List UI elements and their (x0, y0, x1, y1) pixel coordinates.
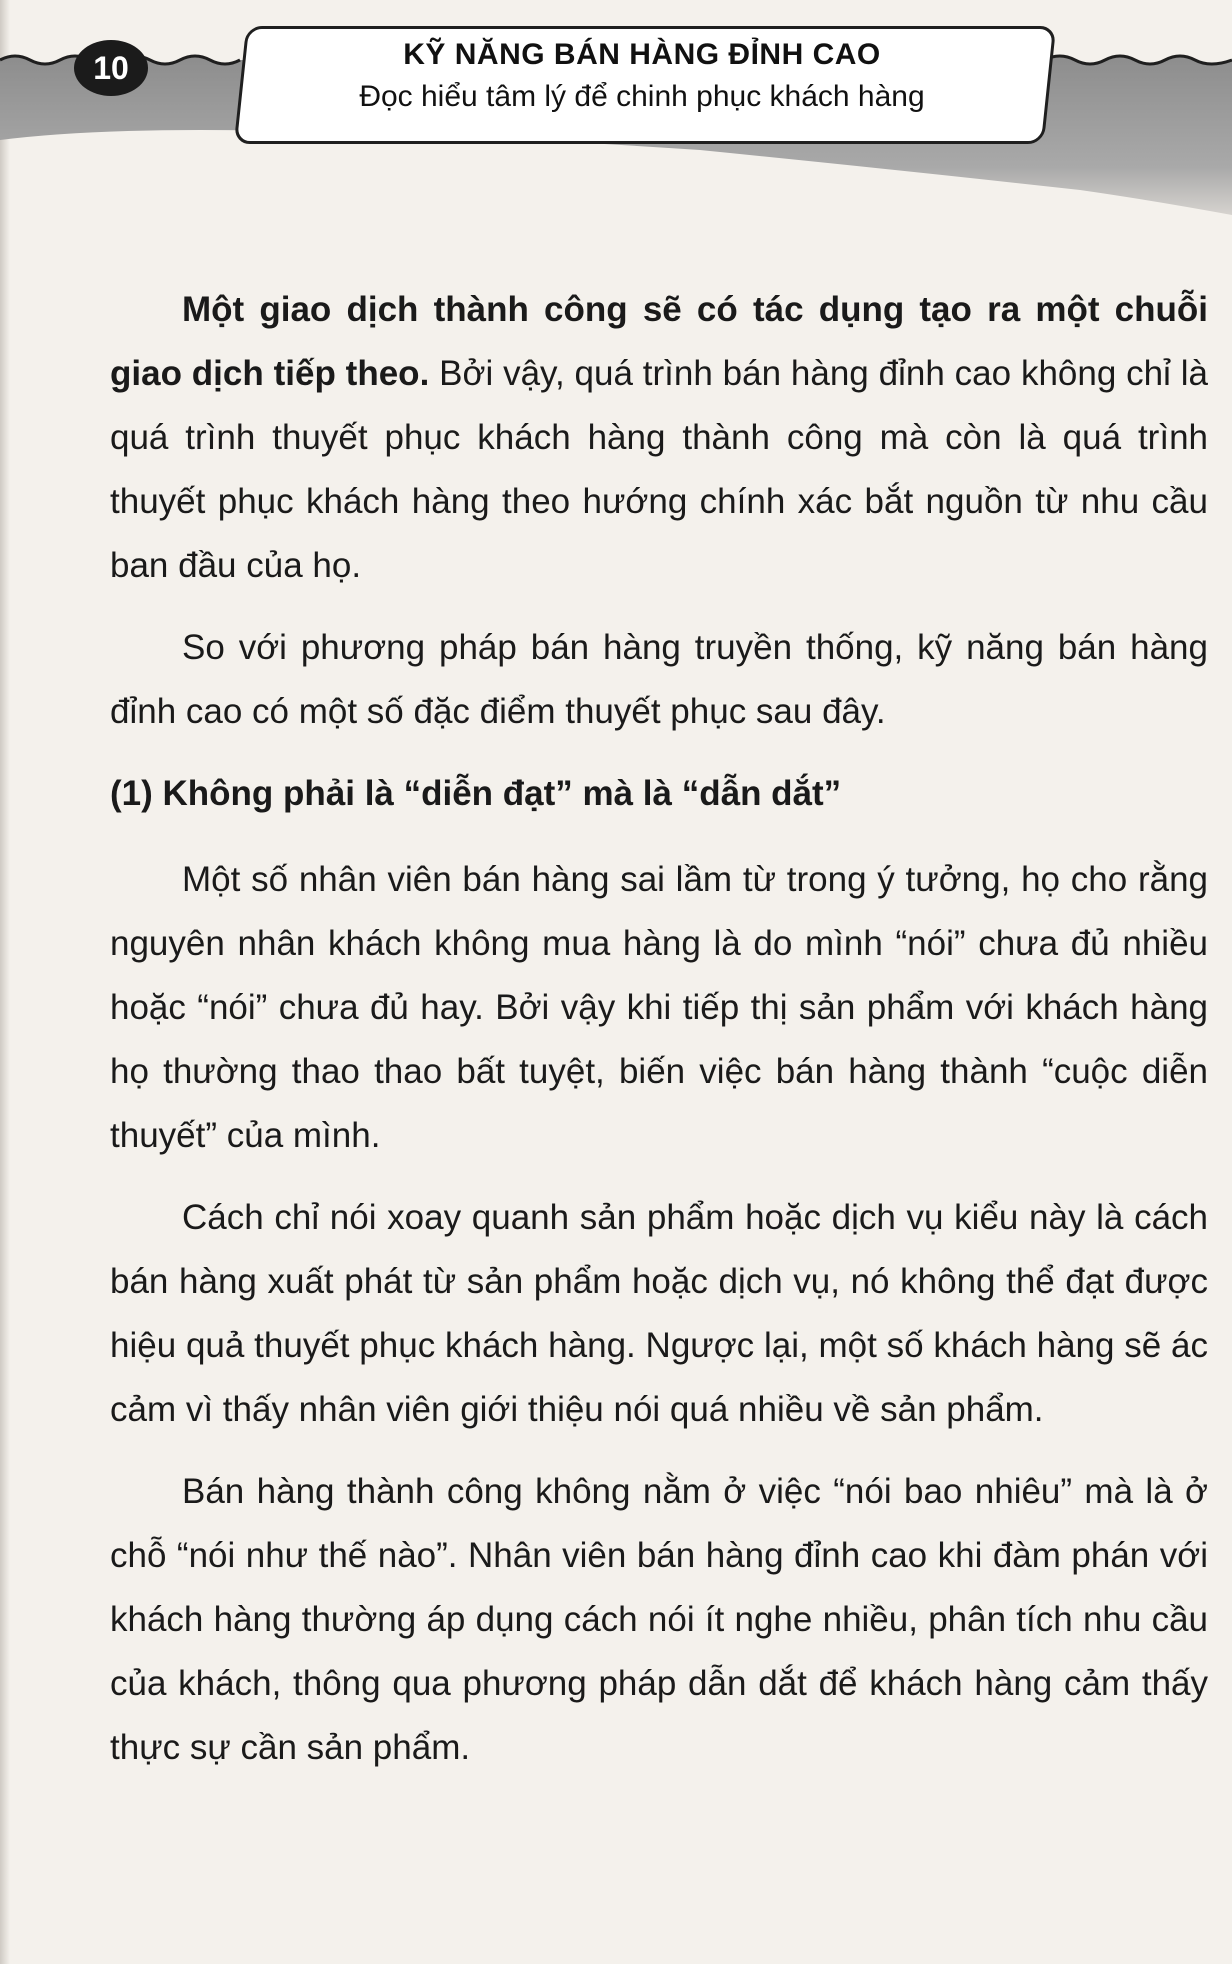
paragraph-4 (110, 1186, 1208, 1442)
paragraph-2-text: So với phương pháp bán hàng truyền thống, kỹ năng bán hàng đỉnh cao có một số đặc điểm thuyết phục sau đây. (110, 628, 1208, 731)
page-body (110, 278, 1208, 1798)
book-title: KỸ NĂNG BÁN HÀNG ĐỈNH CAO (403, 38, 881, 71)
paragraph-1 (110, 278, 1208, 598)
page-edge-shadow (0, 0, 10, 1964)
section-heading-1: (1) Không phải là “diễn đạt” mà là “dẫn dắt” (110, 774, 842, 813)
page-header (0, 0, 1232, 230)
paragraph-5 (110, 1460, 1208, 1780)
book-subtitle: Đọc hiểu tâm lý để chinh phục khách hàng (359, 80, 925, 113)
paragraph-5-text: Bán hàng thành công không nằm ở việc “nói bao nhiêu” mà là ở chỗ “nói như thế nào”. Nhân viên bán hàng đỉnh cao khi đàm phán với khách hàng thường áp dụng cách nói ít nghe nhiều, phân tích nhu cầu của khách, thông qua phương pháp dẫn dắt để khách hàng cảm thấy thực sự cần sản phẩm. (110, 1472, 1208, 1767)
paragraph-1-rest: Bởi vậy, quá trình bán hàng đỉnh cao không chỉ là quá trình thuyết phục khách hàng thành công mà còn là quá trình thuyết phục khách hàng theo hướng chính xác bắt nguồn từ nhu cầu ban đầu của họ. (110, 354, 1208, 585)
paragraph-2 (110, 616, 1208, 744)
paragraph-1-bold: Một giao dịch thành công sẽ có tác dụng tạo ra một chuỗi giao dịch tiếp theo. (110, 290, 1208, 393)
paragraph-4-text: Cách chỉ nói xoay quanh sản phẩm hoặc dịch vụ kiểu này là cách bán hàng xuất phát từ sản phẩm hoặc dịch vụ, nó không thể đạt được hiệu quả thuyết phục khách hàng. Ngược lại, một số khách hàng sẽ ác cảm vì thấy nhân viên giới thiệu nói quá nhiều về sản phẩm. (110, 1198, 1208, 1429)
page-number: 10 (74, 40, 148, 96)
paragraph-3 (110, 848, 1208, 1168)
paragraph-3-text: Một số nhân viên bán hàng sai lầm từ trong ý tưởng, họ cho rằng nguyên nhân khách không mua hàng là do mình “nói” chưa đủ nhiều hoặc “nói” chưa đủ hay. Bởi vậy khi tiếp thị sản phẩm với khách hàng họ thường thao thao bất tuyệt, biến việc bán hàng thành “cuộc diễn thuyết” của mình. (110, 860, 1208, 1155)
header-title-block (240, 38, 1044, 114)
